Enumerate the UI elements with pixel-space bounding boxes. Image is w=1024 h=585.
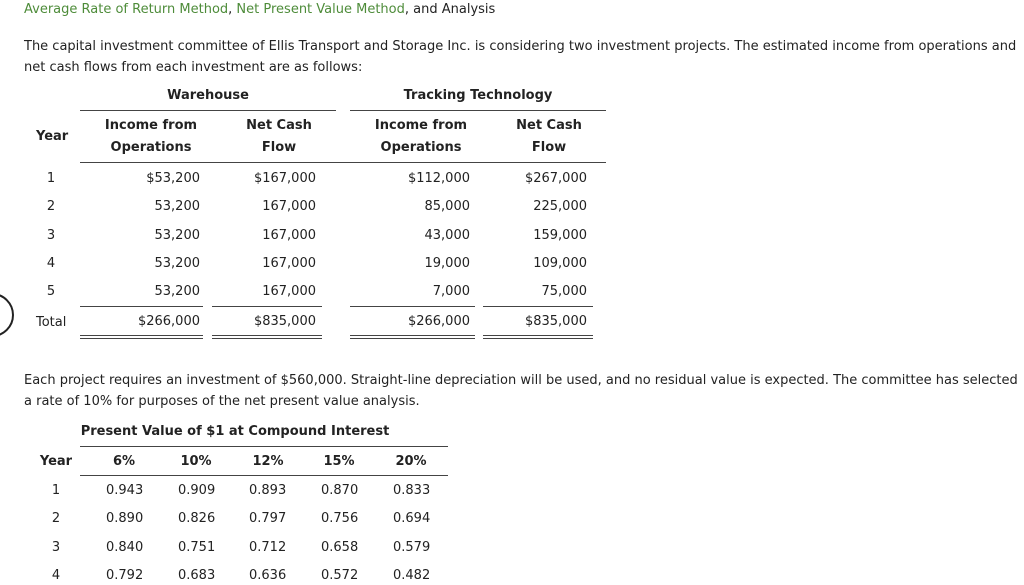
title-link-npv[interactable]: Net Present Value Method bbox=[236, 2, 405, 17]
t-income-cell: 85,000 bbox=[424, 199, 470, 214]
circle-marker bbox=[0, 293, 14, 337]
divider bbox=[80, 446, 448, 447]
w-cash-cell: $167,000 bbox=[253, 171, 316, 186]
col-header-t-income-2: Operations bbox=[380, 140, 462, 155]
t-income-cell: 7,000 bbox=[432, 284, 470, 299]
pv-cell: 0.890 bbox=[106, 511, 144, 526]
total-double-rule bbox=[212, 335, 322, 336]
divider bbox=[350, 110, 606, 111]
col-header-t-income-1: Income from bbox=[374, 118, 468, 133]
w-income-cell: 53,200 bbox=[154, 284, 200, 299]
pv-cell: 0.909 bbox=[178, 483, 216, 498]
total-double-rule bbox=[483, 338, 593, 339]
total-double-rule bbox=[80, 335, 203, 336]
w-cash-cell: 167,000 bbox=[262, 256, 316, 271]
w-income-cell: $53,200 bbox=[146, 171, 200, 186]
total-double-rule bbox=[350, 338, 475, 339]
t-income-total: $266,000 bbox=[407, 314, 470, 329]
pv-header-10: 10% bbox=[180, 454, 212, 469]
t-cash-cell: 109,000 bbox=[533, 256, 587, 271]
subtotal-rule bbox=[212, 306, 322, 307]
subtotal-rule bbox=[483, 306, 593, 307]
pv-cell: 0.792 bbox=[106, 568, 144, 583]
w-cash-cell: 167,000 bbox=[262, 228, 316, 243]
pv-cell: 0.870 bbox=[321, 483, 359, 498]
group-header-warehouse: Warehouse bbox=[167, 88, 249, 103]
col-header-t-cash-1: Net Cash bbox=[516, 118, 582, 133]
w-income-cell: 53,200 bbox=[154, 199, 200, 214]
page-title bbox=[24, 2, 495, 17]
w-income-total: $266,000 bbox=[137, 314, 200, 329]
divider bbox=[80, 110, 336, 111]
t-cash-cell: 225,000 bbox=[533, 199, 587, 214]
group-header-tracking: Tracking Technology bbox=[403, 88, 553, 103]
w-cash-total: $835,000 bbox=[253, 314, 316, 329]
pv-cell: 0.756 bbox=[321, 511, 359, 526]
pv-cell: 0.482 bbox=[393, 568, 431, 583]
total-double-rule bbox=[80, 338, 203, 339]
t-cash-cell: 159,000 bbox=[533, 228, 587, 243]
col-header-w-cash-2: Flow bbox=[261, 140, 297, 155]
title-sep-1: , bbox=[228, 2, 237, 17]
col-header-year: Year bbox=[36, 129, 69, 144]
subtotal-rule bbox=[350, 306, 475, 307]
row-year: 3 bbox=[46, 228, 56, 243]
t-income-cell: 19,000 bbox=[424, 256, 470, 271]
t-cash-cell: 75,000 bbox=[541, 284, 587, 299]
pv-year: 4 bbox=[51, 568, 61, 583]
pv-header-15: 15% bbox=[323, 454, 355, 469]
w-cash-cell: 167,000 bbox=[262, 199, 316, 214]
t-cash-total: $835,000 bbox=[524, 314, 587, 329]
pv-cell: 0.579 bbox=[393, 540, 431, 555]
row-year: 5 bbox=[46, 284, 56, 299]
col-header-t-cash-2: Flow bbox=[531, 140, 567, 155]
header-divider bbox=[80, 162, 606, 163]
intro-paragraph: The capital investment committee of Ellis Transport and Storage Inc. is considering two investment projects. The estimated income from operations and net cash flows from each investment are as follows: bbox=[24, 39, 1017, 75]
pv-year: 2 bbox=[51, 511, 61, 526]
pv-table-title: Present Value of $1 at Compound Interest bbox=[80, 424, 390, 439]
pv-header-20: 20% bbox=[395, 454, 427, 469]
pv-cell: 0.840 bbox=[106, 540, 144, 555]
pv-cell: 0.712 bbox=[249, 540, 287, 555]
title-sep-2: , and Analysis bbox=[404, 2, 496, 17]
t-income-cell: $112,000 bbox=[407, 171, 470, 186]
title-link-average-rate[interactable]: Average Rate of Return Method bbox=[24, 2, 229, 17]
w-income-cell: 53,200 bbox=[154, 228, 200, 243]
pv-cell: 0.636 bbox=[249, 568, 287, 583]
t-cash-cell: $267,000 bbox=[524, 171, 587, 186]
col-header-w-cash-1: Net Cash bbox=[246, 118, 312, 133]
total-double-rule bbox=[350, 335, 475, 336]
pv-cell: 0.572 bbox=[321, 568, 359, 583]
col-header-w-income-1: Income from bbox=[104, 118, 198, 133]
total-label: Total bbox=[36, 315, 67, 330]
requirements-paragraph: Each project requires an investment of $560,000. Straight-line depreciation will be used, and no residual value is expected. The committee has selected a rate of 10% for purposes of the net present value analysis. bbox=[24, 373, 1018, 409]
row-year: 1 bbox=[46, 171, 56, 186]
t-income-cell: 43,000 bbox=[424, 228, 470, 243]
pv-cell: 0.797 bbox=[249, 511, 287, 526]
col-header-w-income-2: Operations bbox=[110, 140, 192, 155]
pv-cell: 0.826 bbox=[178, 511, 216, 526]
pv-year: 1 bbox=[51, 483, 61, 498]
w-cash-cell: 167,000 bbox=[262, 284, 316, 299]
total-double-rule bbox=[212, 338, 322, 339]
pv-header-year: Year bbox=[39, 454, 73, 469]
subtotal-rule bbox=[80, 306, 203, 307]
total-double-rule bbox=[483, 335, 593, 336]
divider bbox=[80, 475, 448, 476]
pv-cell: 0.658 bbox=[321, 540, 359, 555]
pv-cell: 0.694 bbox=[393, 511, 431, 526]
pv-cell: 0.943 bbox=[106, 483, 144, 498]
pv-year: 3 bbox=[51, 540, 61, 555]
pv-cell: 0.893 bbox=[249, 483, 287, 498]
pv-cell: 0.683 bbox=[178, 568, 216, 583]
pv-header-6: 6% bbox=[112, 454, 136, 469]
row-year: 4 bbox=[46, 256, 56, 271]
pv-cell: 0.751 bbox=[178, 540, 216, 555]
pv-header-12: 12% bbox=[252, 454, 284, 469]
pv-cell: 0.833 bbox=[393, 483, 431, 498]
row-year: 2 bbox=[46, 199, 56, 214]
w-income-cell: 53,200 bbox=[154, 256, 200, 271]
